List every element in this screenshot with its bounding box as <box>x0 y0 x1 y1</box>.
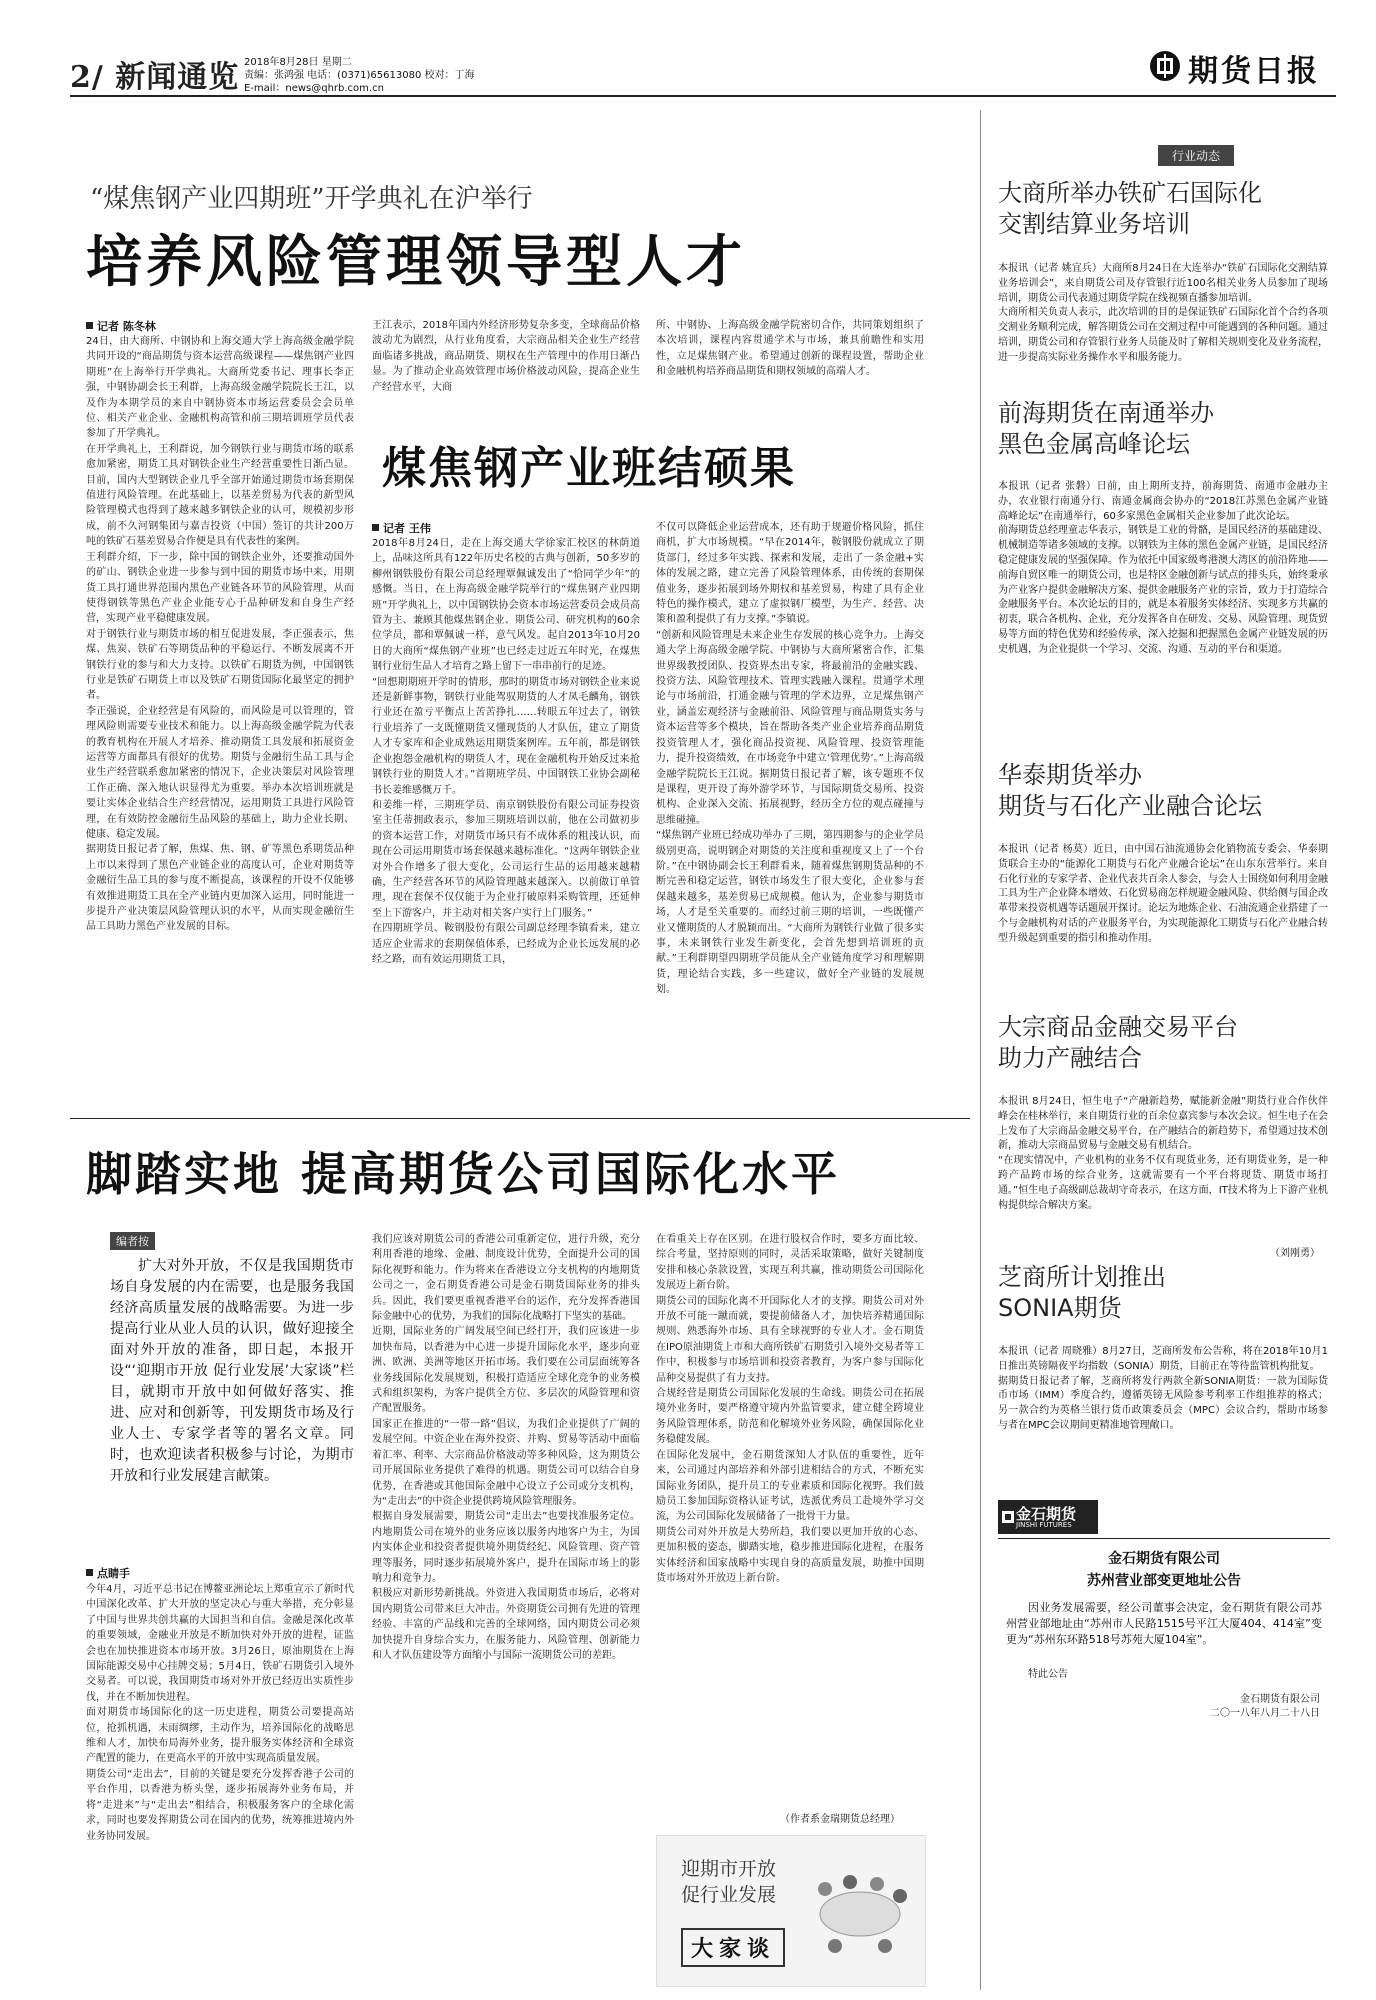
lead-col3: 所、中钢协、上海高级金融学院密切合作，共同策划组织了本次培训，课程内容贯通学术与市场，兼具前瞻性和实用性，立足煤焦钢产业。希望通过创新的课程设置，帮助企业和金融机构培养商品期货和期权领域的高端人才。 <box>656 320 924 378</box>
story2-col1: 2018年8月24日，走在上海交通大学徐家汇校区的林荫道上，品味这所具有122年历史名校的古典与创新，50多岁的柳州钢铁股份有限公司总经理覃佩诚发出了“恰同学少年”的感慨。当日，在上海高级金融学院举行的“煤焦钢产业四期班”开学典礼上，以中国钢铁协会资本市场运营委员会成员高管为主、兼顾其他煤焦钢企业、期货公司、研究机构的60余位学员，都和覃佩诚一样，意气风发。起自2013年10月20日的大商所“煤焦钢产业班”也已经走过近五年时光，在煤焦钢行业衍生品人才培育之路上留下一串串前行的足迹。 “回想期期班开学时的情形，那时的期货市场对钢铁企业来说还是新鲜事物，钢铁行业能驾驭期货的人才凤毛麟角，钢铁行业还在盈亏平衡点上苦苦挣扎……转眼五年过去了，钢铁行业培养了一支既懂期货又懂现货的人才队伍，建立了期货人才专家库和企业成熟运用期货案例库。五年前，都是钢铁企业抱怨金融机构的期货人才，现在金融机构开始反过来抢钢铁行业的期货人才。”首期班学员、中国钢铁工业协会副秘书长姜维感慨万千。 和姜维一样，三期班学员、南京钢铁股份有限公司证券投资室主任蒂拥政表示，参加三期班培训以前，他在公司做初步的资本运营工作，对期货市场只有不成体系的粗浅认识，而现在公司运用期货市场套保越来越标准化。“这两年钢铁企业对外合作增多了很大变化，公司运行生品的运用越来越精确，生产经营各环节的风险管理越来越深入。以前做订单管理，现在套保不仅仅能于为企业打破原料采购管理，还延伸至上下游客户，并主动对相关客户实行上门服务。” 在四期班学员、鞍钢股份有限公司副总经理李镇看来，建立适应企业需求的套期保值体系，已经成为企业长远发展的必经之路，而有效运用期货工具， <box>372 538 640 965</box>
ad-body: 因业务发展需要，经公司董事会决定，金石期货有限公司苏州营业部地址由“苏州市人民路1515号平江大厦404、414室”变更为“苏州东环路518号苏苑大厦104室”。 <box>1006 1601 1322 1646</box>
news5-text: 本报讯（记者 周晓雅）8月27日，芝商所发布公告称，将在2018年10月1日推出英镑隔夜平均指数（SONIA）期货，目前正在等待监管机构批复。 据期货日报记者了解，芝商所将发行两款全新SONIA期货：一款为国际货币市场（IMM）季度合约，遵循英镑无风险参考利率工作组推荐的格式；另一款合约为英格兰银行货币政策委员会（MPC）会议合约，帮助市场参与者在MPC会议期间更精准地管理敞口。 <box>998 1346 1328 1431</box>
paper-name: 期货日报 <box>1188 54 1320 89</box>
ad-logo-cn: 金石期货 <box>1016 1505 1077 1523</box>
column-logo-title-2: 促行业发展 <box>681 1884 777 1906</box>
lead-col2: 王江表示，2018年国内外经济形势复杂多变，全球商品价格波动尤为剧烈，从行业角度看，大宗商品相关企业生产经营面临诸多挑战，商品期货、期权在生产管理中的作用日渐凸显。为了推动企业高效管理市场价格波动风险，提高企业生产经营水平，大商 <box>372 320 640 393</box>
story2-byline: 记者 王伟 <box>372 520 431 536</box>
news3-headline: 华泰期货举办 期货与石化产业融合论坛 <box>998 761 1262 820</box>
lead-headline: 培养风险管理领导型人才 <box>86 229 746 295</box>
story2-headline: 煤焦钢产业班结硕果 <box>382 443 796 494</box>
meeting-table-illustration-icon <box>805 1854 915 1964</box>
ad-company: 金石期货有限公司 <box>1108 1551 1220 1567</box>
news4-credit: （刘刚勇） <box>1270 1248 1320 1259</box>
story3-headline: 脚踏实地 提高期货公司国际化水平 <box>86 1147 841 1201</box>
story2-col2: 不仅可以降低企业运营成本，还有助于规避价格风险，抓住商机，扩大市场规模。“早在2014年，鞍钢股份就成立了期货部门，经过多年实践、探索和发展，走出了一条金融+实体的发展之路，建立完善了风险管理体系，由传统的套期保值业务，逐步拓展到场外期权和基差贸易，构建了具有企业特色的操作模式，建立了虚拟钢厂模型，为生产、经营、决策和盈利提供了有力支撑。”李镇说。 “创新和风险管理是未来企业生存发展的核心竞争力。上海交通大学上海高级金融学院、中钢协与大商所紧密合作，汇集世界级教授团队、投资界杰出专家，将最前沿的金融实践、投资方法、风险管理技术、管理实践融入课程。贯通学术理论与市场前沿，打通金融与管理的学术边界，立足煤焦钢产业，涵盖宏观经济与金融前沿、风险管理与商品期货实务与资本运营等多个模块，旨在帮助各类产业企业培养商品期货投资管理人才，强化商品投资视、风险管理、投资管理能力，提升投资绩效，在市场竞争中建立‘管理优势’。”上海高级金融学院院长王江说。据期货日报记者了解，该专题班不仅是课程，更开设了海外游学环节，与国际期货交易所、投资机构、企业深入交流、拓展视野，经历全方位的观点碰撞与思维碰撞。 “煤焦钢产业班已经成功举办了三期，第四期参与的企业学员级别更高，说明钢企对期货的关注度和重视度又上了一个台阶。”在中钢协副会长王利群看来，随着煤焦钢期货品种的不断完善和稳定运营，钢铁市场发生了很大变化，企业参与套保越来越多，基差贸易已成规模。他认为，企业参与期货市场，人才是至关重要的。而经过前三期的培训，一些既懂产业又懂期货的人才脱颖而出。“大商所为钢铁行业做了很多实事，未来钢铁行业发生新变化，会首先想到培训班的贡献。”王利群期望四期班学员能从全产业链角度学习和理解期货，理论结合实践，多一些建议，做好全产业链的发展规划。 <box>656 522 924 996</box>
news3-text: 本报讯（记者 杨莫）近日，由中国石油流通协会化销物流专委会、华泰期货联合主办的“能源化工期货与石化产业融合论坛”在山东东营举行。来自石化行业的专家学者、企业代表共百余人参会，与会人士围绕如何利用金融工具为生产企业降本增效、石化贸易商怎样规避金融风险、供给侧与国企改革带来投资机遇等话题展开探讨。论坛为地炼企业、石油流通企业搭建了一个与金融机构对话的产业服务平台，为实现能源化工期货与石化产业融合转型升级起到重要的指引和推动作用。 <box>998 844 1328 944</box>
ad-logo-mark-icon <box>1001 1510 1015 1524</box>
author-note: （作者系金瑞期货总经理） <box>780 1814 900 1825</box>
column-logo-stamp: 大家谈 <box>681 1928 785 1967</box>
section-tag-industry-news: 行业动态 <box>1158 145 1234 166</box>
date-line: 2018年8月28日 星期二 <box>244 57 352 68</box>
column-logo-title-1: 迎期市开放 <box>681 1858 777 1880</box>
ad-title: 苏州营业部变更地址公告 <box>1087 1573 1241 1589</box>
news5-headline: 芝商所计划推出 SONIA期货 <box>998 1263 1166 1322</box>
news4-headline: 大宗商品金融交易平台 助力产融结合 <box>998 1013 1238 1072</box>
header-rule <box>70 95 1336 97</box>
story3-col3: 在看重关上存在区别。在进行股权合作时，要多方面比较、综合考量，坚持原则的同时，灵活采取策略，做好关键制度安排和核心条款设置，实现互利共赢，推动期货公司国际化发展迈上新台阶。 期货公司的国际化离不开国际化人才的支撑。期货公司对外开放不可能一蹴而就，要提前储备人才，加快培养精通国际规则、熟悉海外市场、具有全球视野的专业人才。金石期货在IPO原油期货上市和大商所铁矿石期货引入境外交易者等工作中，积极参与市场培训和投资者教育，为客户参与国际化品种交易提供了有力支持。 合规经营是期货公司国际化发展的生命线。期货公司在拓展境外业务时，要严格遵守境内外监管要求，建立健全跨境业务风险管理体系，防范和化解境外业务风险，确保国际化业务稳健发展。 在国际化发展中，金石期货深知人才队伍的重要性，近年来，公司通过内部培养和外部引进相结合的方式，不断充实国际业务团队，提升员工的专业素质和国际化视野。我们鼓励员工参加国际资格认证考试，选派优秀员工赴境外学习交流，为公司国际化发展储备了一批骨干力量。 期货公司对外开放是大势所趋，我们要以更加开放的心态、更加积极的姿态，脚踏实地，稳步推进国际化进程，在服务实体经济和国家战略中实现自身的高质量发展，助推中国期货市场对外开放迈上新台阶。 <box>656 1234 924 1584</box>
page-section-title: 2/ 新闻通览 <box>70 60 240 95</box>
editor-note: 扩大对外开放，不仅是我国期货市场自身发展的内在需要，也是服务我国经济高质量发展的战略需要。为进一步提高行业从业人员的认识，做好迎接全面对外开放的准备，即日起，本报开设“‘迎期市开放 促行业发展’大家谈”栏目，就期市开放中如何做好落实、推进、应对和创新等，刊发期货市场及行业人士、专家学者等的署名文章。同时，也欢迎读者积极参与讨论，为期市开放和行业发展建言献策。 <box>110 1258 354 1484</box>
email-line: E-mail：news@qhrb.com.cn <box>244 83 384 94</box>
byline-marker-icon <box>86 322 93 329</box>
ad-logo <box>998 1500 1098 1534</box>
story3-col2: 我们应该对期货公司的香港公司重新定位，进行升级，充分利用香港的地缘、金融、制度设计优势，全面提升公司的国际化视野和能力。作为将来在香港设立分支机构的内地期货公司之一，金石期货香港公司是金石期货国际业务的排头兵。因此，我们要更重视香港平台的运作，充分发挥香港国际金融中心的优势，为我们的国际化战略打下坚实的基础。 近期，国际业务的广阔发展空间已经打开，我们应该进一步加快布局，以香港为中心进一步提升国际化水平，逐步向亚洲、欧洲、美洲等地区开拓市场。我们要在公司层面统筹各业务线国际化发展规划，积极打造适应全球化竞争的业务模式和组织架构，为客户提供全方位、多层次的风险管理和资产配置服务。 国家正在推进的“一带一路”倡议，为我们企业提供了广阔的发展空间。中资企业在海外投资、并购、贸易等活动中面临着汇率、利率、大宗商品价格波动等多种风险，这为期货公司开展国际业务提供了难得的机遇。期货公司可以结合自身优势，在香港或其他国际金融中心设立子公司或分支机构，为“走出去”的中资企业提供跨境风险管理服务。 根据自身发展需要，期货公司“走出去”也要找准服务定位。内地期货公司在境外的业务应该以服务内地客户为主，为国内实体企业和投资者提供境外期货经纪、风险管理、资产管理等服务，同时逐步拓展境外客户，提升在国际市场上的影响力和竞争力。 积极应对新形势新挑战。外资进入我国期货市场后，必将对国内期货公司带来巨大冲击。外资期货公司拥有先进的管理经验、丰富的产品线和完善的全球网络，国内期货公司必须加快提升自身综合实力，在服务能力、风险管理、创新能力和人才队伍建设等方面缩小与国际一流期货公司的差距。 <box>372 1234 640 1661</box>
ad-signer: 金石期货有限公司 <box>1240 1694 1320 1705</box>
dianjing-label: 点睛手 <box>86 1565 130 1581</box>
byline-marker-icon <box>372 524 379 531</box>
news1-headline: 大商所举办铁矿石国际化 交割结算业务培训 <box>998 179 1262 238</box>
editor-line: 责编：张鸿强 电话：(0371)65613080 校对：丁海 <box>244 70 475 81</box>
news2-headline: 前海期货在南通举办 黑色金属高峰论坛 <box>998 399 1214 458</box>
sidebar-divider <box>980 110 981 1990</box>
news1-text: 本报讯（记者 姚宜兵）大商所8月24日在大连举办“铁矿石国际化交割结算业务培训会”，来自期货公司及存管银行近100名相关业务人员参加了现场培训，期货公司代表通过期货学院在线视频直播参加培训。 大商所相关负责人表示，此次培训的目的是保证铁矿石国际化首个合约各项交割业务顺利完成，解答期货公司在交割过程中可能遇到的各种问题。通过培训，期货公司和存管银行业务人员能及时了解相关规则变化及业务流程，进一步提高实际业务操作水平和服务能力。 <box>998 263 1328 363</box>
editor-note-label: 编者按 <box>110 1232 155 1250</box>
column-logo-box <box>656 1835 926 1987</box>
ad-announce: 特此公告 <box>1028 1669 1068 1680</box>
news2-text: 本报讯（记者 张磐）日前，由上期所支持，前海期货、南通市金融办主办，农业银行南通分行、南通金属商会协办的“2018江苏黑色金属产业链高峰论坛”在南通举行，60多家黑色金属相关企业参加了此次论坛。 前海期货总经理童志华表示，钢铁是工业的骨骼，是国民经济的基础建设、机械制造等诸多领域的支撑。以钢铁为主体的黑色金属产业链，是国民经济稳定健康发展的坚强保障。作为依托中国家级粤港澳大湾区的前沿阵地——前海自贸区唯一的期货公司，也是特区金融创新与试点的排头兵，始终秉承为产业客户提供金融解决方案、提供金融服务产业的宗旨，致力于打造综合金融服务平台。本次论坛的目的，就是本着服务实体经济、实现多方共赢的初衷，联合各机构、企业，充分发挥各自在研发、交易、风险管理、现货贸易等方面的特色优势和经验传承，深入挖掘和把握黑色金属产业链发展的历史机遇，为企业提供一个学习、交流、沟通、互动的平台和渠道。 <box>998 481 1328 655</box>
ad-box <box>998 1500 1330 1980</box>
paper-logo <box>1148 46 1338 89</box>
ad-date: 二〇一八年八月二十八日 <box>1210 1708 1320 1719</box>
label-marker-icon <box>86 1569 93 1576</box>
story3-col1: 今年4月，习近平总书记在博鳌亚洲论坛上郑重宣示了新时代中国深化改革、扩大开放的坚定决心与重大举措，充分彰显了中国与世界共创共赢的大国担当和自信。金融是深化改革的重要领域，金融业开放是不断加快对外开放的进程，证监会也在加快推进资本市场开放。3月26日，原油期货在上海国际能源交易中心挂牌交易；5月4日，铁矿石期货引入境外交易者。可以说，我国期货市场对外开放已经迈出实质性步伐，并在不断加快进程。 面对期货市场国际化的这一历史进程，期货公司要提高站位，抢抓机遇，未雨绸缪，主动作为，培养国际化的战略思维和人才，加快布局海外业务，提升服务实体经济和全球资产配置的能力，在更高水平的开放中实现高质量发展。 期货公司“走出去”，目前的关键是要充分发挥香港子公司的平台作用，以香港为桥头堡，逐步拓展海外业务布局，并将“走进来”与“走出去”相结合，积极服务客户的全球化需求，同时也要发挥期货公司在国内的优势，统筹推进境内外业务协同发展。 <box>86 1584 354 1842</box>
lead-byline: 记者 陈冬林 <box>86 318 156 334</box>
ad-logo-en: JINSHI FUTURES <box>1016 1521 1072 1529</box>
mid-rule <box>70 1118 970 1119</box>
lead-col1: 24日，由大商所、中钢协和上海交通大学上海高级金融学院共同开设的“商品期货与资本运营高级课程——煤焦钢产业四期班”在上海举行开学典礼。大商所党委书记、理事长李正强，中钢协副会长王利群，上海高级金融学院院长王江，以及作为本期学员的来自中钢协资本市场运营委员会会员单位、相关产业企业、金融机构高管和前三期培训班学员代表参加了开学典礼。 在开学典礼上，王利群说，加今钢铁行业与期货市场的联系愈加紧密，期货工具对钢铁企业生产经营重要性日渐凸显。目前，国内大型钢铁企业几乎全部开始通过期货市场套期保值进行风险管理。在此基础上，以基差贸易为代表的新型风险管理模式也得到了越来越多钢铁企业的认可，规模初步形成，前不久河钢集团与嘉吉投资（中国）签订的共计200万吨的铁矿石基差贸易合作便是具有代表性的案例。 王利群介绍，下一步，除中国的钢铁企业外，还要推动国外的矿山、钢铁企业进一步参与到中国的期货市场中来，用期货工具打通世界范围内黑色产业链各环节的风险管理，从而使得钢铁等黑色产业企业能专心于品种研发和自身生产经营，实现产业平稳健康发展。 对于钢铁行业与期货市场的相互促进发展，李正强表示，焦煤、焦炭、铁矿石等期货品种的平稳运行、不断发展离不开钢铁行业的参与和大力支持。以铁矿石期货为例，中国钢铁行业是铁矿石期货上市以及铁矿石期货国际化最坚定的拥护者。 李正强说，企业经营是有风险的，而风险是可以管理的，管理风险则需要专业技术和能力。以上海高级金融学院为代表的教育机构在开展人才培养、推动期货工具发展和拓展资金运营等方面都具有很好的优势。期货与金融衍生品工具与企业生产经营联系愈加紧密的情况下，企业决策层对风险管理工作正确、深入地认识显得尤为重要。举办本次培训班就是要让实体企业结合生产经营情况，运用期货工具进行风险管理，在有效防控金融衍生品风险的基础上，助力企业长期、健康、稳定发展。 据期货日报记者了解，焦煤、焦、钢、矿等黑色系期货品种上市以来得到了黑色产业链企业的高度认可，企业对期货等金融衍生品工具的参与度不断提高，该课程的开设不仅能够有效推进期货工具在全产业链内更加深入运用，同时能进一步提升产业决策层风险管理认识的水平，从而实现金融衍生品工具助力黑色产业发展的目标。 <box>86 336 354 933</box>
news4-text: 本报讯 8月24日，恒生电子“产融新趋势，赋能新金融”期货行业合作伙伴峰会在桂林举行，来自期货行业的百余位嘉宾参与本次会议。恒生电子在会上发布了大宗商品金融交易平台，在产融结合的新趋势下，希望通过技术创新，推动大宗商品贸易与金融交易有机结合。 “在现实情况中，产业机构的业务不仅有现货业务，还有期货业务，是一种跨产品跨市场的综合业务，这就需要有一个平台将现货、期货市场打通。”恒生电子高级副总裁胡守奇表示，在这方面，IT技术将为上下游产业机构提供综合解决方案。 <box>998 1096 1328 1211</box>
lead-kicker: “煤焦钢产业四期班”开学典礼在沪举行 <box>90 184 533 214</box>
paper-logo-icon <box>1148 49 1182 83</box>
ad-rule <box>998 1538 1330 1539</box>
